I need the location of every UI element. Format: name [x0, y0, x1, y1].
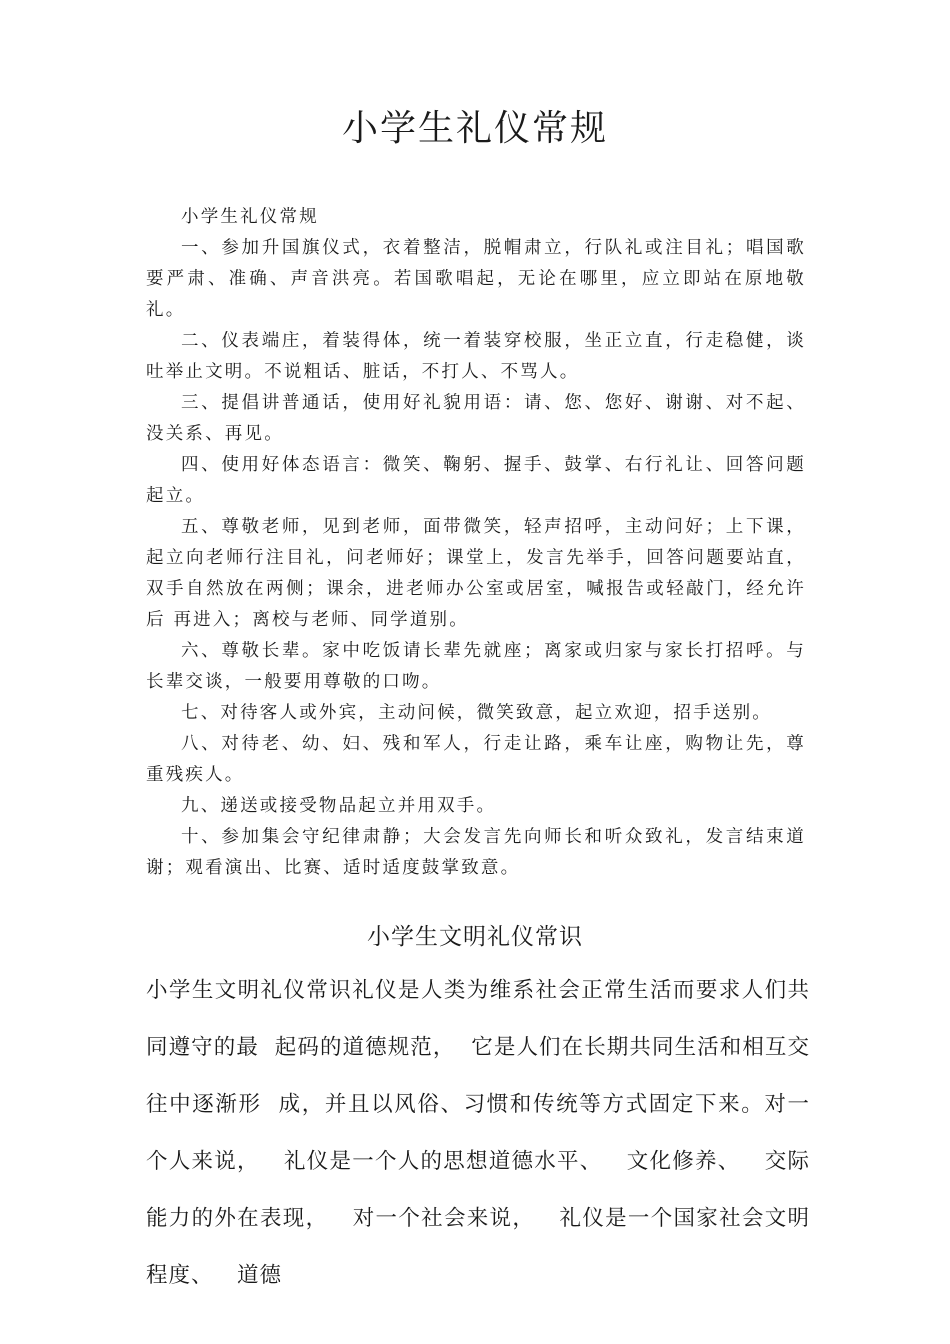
- rule-item-1: 一、参加升国旗仪式，衣着整洁，脱帽肃立，行队礼或注目礼；唱国歌要严肃、准确、声音洪亮。若国歌唱起，无论在哪里，应立即站在原地敬礼。: [146, 238, 806, 320]
- etiquette-rules-section: [146, 202, 806, 884]
- rule-item-4: 四、使用好体态语言：微笑、鞠躬、握手、鼓掌、右行礼让、回答问题起立。: [146, 455, 806, 506]
- rule-item-8: 八、对待老、幼、妇、残和军人，行走让路，乘车让座，购物让先，尊重残疾人。: [146, 734, 806, 785]
- rule-item-5: 五、尊敬老师，见到老师，面带微笑，轻声招呼，主动问好；上下课，起立向老师行注目礼，问老师好；课堂上，发言先举手，回答问题要站直，双手自然放在两侧；课余，进老师办公室或居室，喊报告或轻敲门，经允许后 再进入；离校与老师、同学道别。: [146, 517, 806, 630]
- rule-item-2: 二、仪表端庄，着装得体，统一着装穿校服，坐正立直，行走稳健，谈吐举止文明。不说粗话、脏话，不打人、不骂人。: [146, 331, 806, 382]
- page-title: 小学生礼仪常规: [341, 108, 608, 149]
- rule-item-9: 九、递送或接受物品起立并用双手。: [181, 796, 497, 816]
- etiquette-knowledge-paragraph: 小学生文明礼仪常识礼仪是人类为维系社会正常生活而要求人们共同遵守的最 起码的道德规范， 它是人们在长期共同生活和相互交往中逐渐形 成，并且以风俗、习惯和传统等方式固定下来。对一个人来说， 礼仪是一个人的思想道德水平、 文化修养、 交际能力的外在表现， 对一个社会来说， 礼仪是一个国家社会文明程度、 道德: [146, 978, 810, 1288]
- rule-item-3: 三、提倡讲普通话，使用好礼貌用语：请、您、您好、谢谢、对不起、没关系、再见。: [146, 393, 806, 444]
- section-title: 小学生文明礼仪常识: [367, 924, 583, 950]
- rule-item-7: 七、对待客人或外宾，主动问候，微笑致意，起立欢迎，招手送别。: [181, 703, 772, 723]
- rule-item-10: 十、参加集会守纪律肃静；大会发言先向师长和听众致礼，发言结束道谢；观看演出、比赛、适时适度鼓掌致意。: [146, 827, 806, 878]
- rule-item-6: 六、尊敬长辈。家中吃饭请长辈先就座；离家或归家与家长打招呼。与长辈交谈，一般要用尊敬的口吻。: [146, 641, 806, 692]
- section-heading: 小学生礼仪常规: [181, 207, 319, 227]
